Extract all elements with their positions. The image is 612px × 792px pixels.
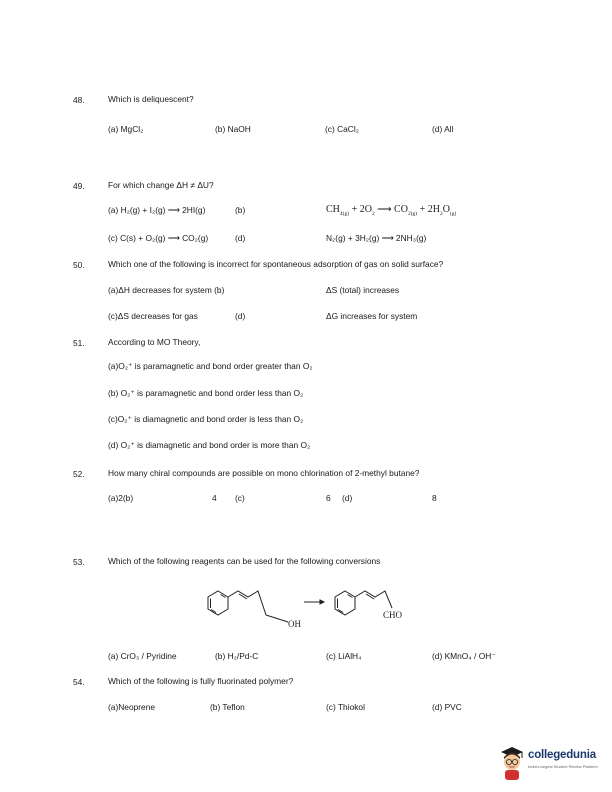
option-c-label: (c) [235, 493, 245, 503]
option-b: (b) O₂⁺ is paramagnetic and bond order less than O₂ [108, 388, 304, 398]
oh-label: OH [288, 619, 301, 629]
option-c: (c) C(s) + O₂(g) ⟶ CO₂(g) [108, 233, 209, 243]
option-d: 8 [432, 493, 437, 503]
option-d: (d) All [432, 124, 454, 134]
option-c: 6 [326, 493, 331, 503]
option-b: (b) H₂/Pd-C [215, 651, 259, 661]
allyl-chain-left [228, 591, 266, 615]
option-a: (a)2(b) [108, 493, 134, 503]
logo-tagline: India's largest Student Review Platform [528, 764, 598, 769]
option-b: (b) [235, 205, 246, 215]
option-a: (a)ΔH decreases for system (b) [108, 285, 225, 295]
option-d: (d) [235, 233, 246, 243]
option-a: (a) CrO₃ / Pyridine [108, 651, 177, 661]
option-c: (c)O₂⁺ is diamagnetic and bond order is less than O₂ [108, 414, 304, 424]
cho-label: CHO [383, 610, 403, 620]
option-a: (a) H₂(g) + I₂(g) ⟶ 2HI(g) [108, 205, 206, 215]
option-c: (c)ΔS decreases for gas [108, 311, 198, 321]
question-number: 48. [73, 95, 85, 105]
reaction-arrow [304, 600, 324, 604]
question-text: Which of the following reagents can be used for the following conversions [108, 556, 381, 566]
option-d: (d) O₂⁺ is diamagnetic and bond order is more than O₂ [108, 440, 311, 450]
option-d: (d) KMnO₄ / OH⁻ [432, 651, 496, 661]
option-a: (a)Neoprene [108, 702, 156, 712]
question-text: Which is deliquescent? [108, 94, 194, 104]
question-text: Which one of the following is incorrect for spontaneous adsorption of gas on solid surface? [108, 259, 444, 269]
question-text: Which of the following is fully fluorinated polymer? [108, 676, 294, 686]
benzene-ring-right [335, 591, 355, 615]
option-d-equation: N₂(g) + 3H₂(g) ⟶ 2NH₃(g) [326, 233, 427, 243]
mascot-icon [498, 744, 526, 782]
reaction-diagram [200, 578, 420, 634]
option-b: (b) Teflon [210, 702, 245, 712]
question-text: According to MO Theory, [108, 337, 201, 347]
benzene-ring-left [208, 591, 228, 615]
option-c: (c) CaCl₂ [325, 124, 359, 134]
question-number: 53. [73, 557, 85, 567]
allyl-chain-right [355, 591, 392, 608]
question-number: 51. [73, 338, 85, 348]
option-b: ΔS (total) increases [326, 285, 400, 295]
question-number: 50. [73, 260, 85, 270]
question-number: 52. [73, 469, 85, 479]
option-d-label: (d) [342, 493, 353, 503]
option-d: (d) PVC [432, 702, 462, 712]
option-b: 4 [212, 493, 217, 503]
logo-name: collegedunia [528, 749, 596, 761]
option-d: ΔG increases for system [326, 311, 418, 321]
question-text: How many chiral compounds are possible on mono chlorination of 2-methyl butane? [108, 468, 420, 478]
option-a: (a)O₂⁺ is paramagnetic and bond order greater than O₂ [108, 361, 313, 371]
question-text: For which change ΔH ≠ ΔU? [108, 180, 214, 190]
option-b-equation: $CH_{4(g)} + 2O_2$ ⟶ $CO_{2(g)} + 2H_2O_{(g)}$ [326, 204, 457, 217]
option-b: (b) NaOH [215, 124, 251, 134]
option-c: (c) Thiokol [326, 702, 365, 712]
question-number: 54. [73, 677, 85, 687]
option-a: (a) MgCl₂ [108, 124, 144, 134]
option-c: (c) LiAlH₄ [326, 651, 362, 661]
option-d-label: (d) [235, 311, 246, 321]
question-number: 49. [73, 181, 85, 191]
collegedunia-logo[interactable] [498, 742, 608, 786]
